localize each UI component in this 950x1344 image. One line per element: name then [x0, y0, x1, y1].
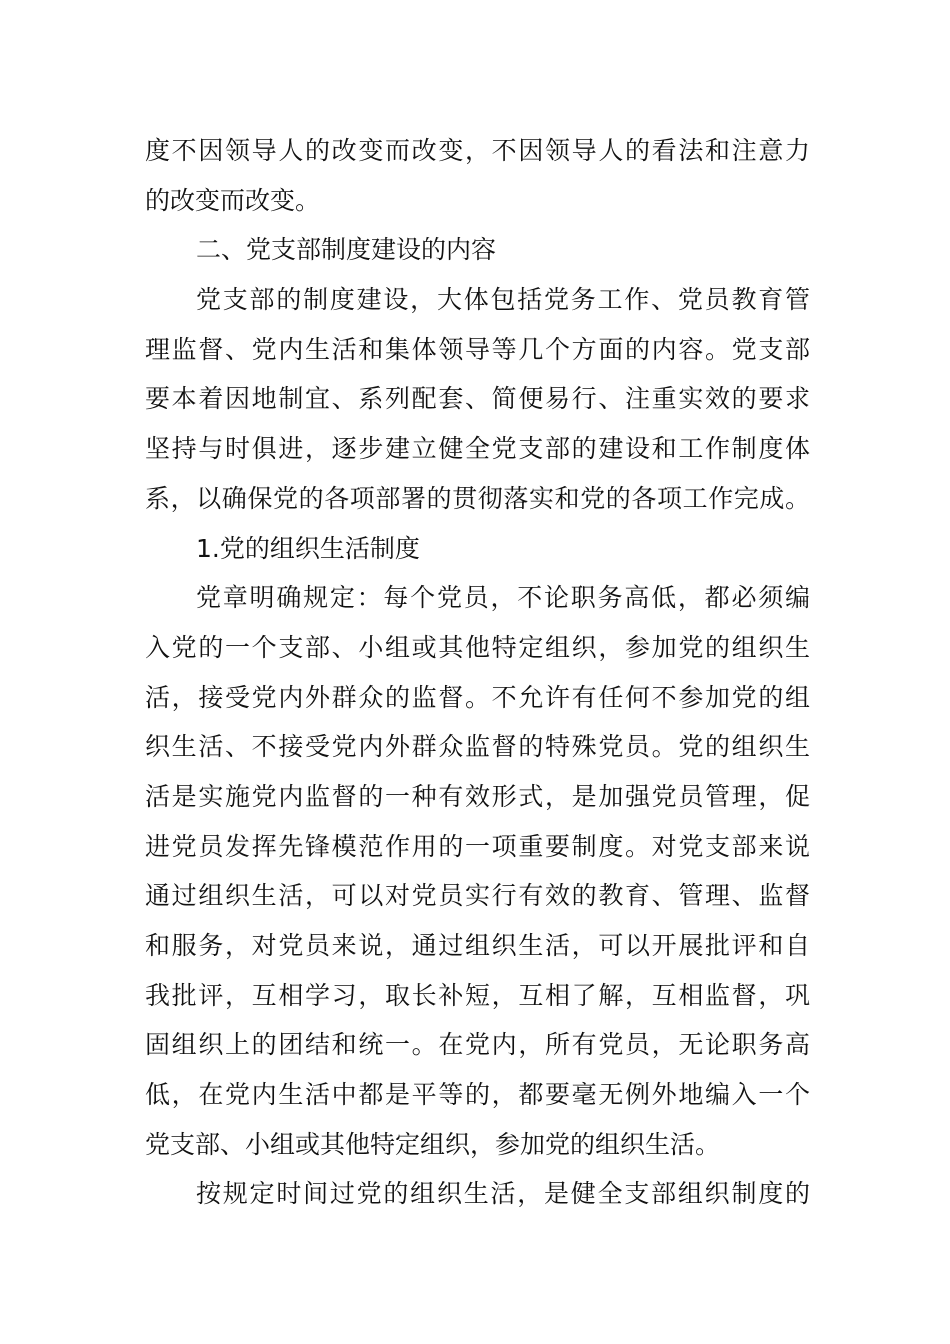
text-line: 党支部、小组或其他特定组织，参加党的组织生活。 [145, 1129, 721, 1159]
text-line: 我批评，互相学习，取长补短，互相了解，互相监督，巩 [145, 980, 810, 1010]
text-line: 系，以确保党的各项部署的贯彻落实和党的各项工作完成。 [145, 483, 810, 513]
subsection-heading: 1.党的组织生活制度 [196, 533, 420, 563]
text-line: 党章明确规定：每个党员，不论职务高低，都必须编 [196, 583, 810, 613]
text-line: 要本着因地制宜、系列配套、简便易行、注重实效的要求 [145, 384, 810, 414]
body-text [145, 126, 810, 1219]
text-line: 的改变而改变。 [145, 185, 321, 215]
text-line: 坚持与时俱进，逐步建立健全党支部的建设和工作制度体 [145, 434, 810, 464]
text-line: 和服务，对党员来说，通过组织生活，可以开展批评和自 [145, 931, 810, 960]
text-line: 度不因领导人的改变而改变，不因领导人的看法和注意力 [145, 136, 810, 165]
text-line: 党支部的制度建设，大体包括党务工作、党员教育管 [196, 285, 810, 315]
text-line: 低，在党内生活中都是平等的，都要毫无例外地编入一个 [145, 1080, 810, 1110]
text-line: 活是实施党内监督的一种有效形式，是加强党员管理，促 [145, 781, 810, 811]
text-line: 理监督、党内生活和集体领导等几个方面的内容。党支部 [145, 334, 810, 364]
text-line: 固组织上的团结和统一。在党内，所有党员，无论职务高 [145, 1030, 810, 1060]
text-line: 进党员发挥先锋模范作用的一项重要制度。对党支部来说 [145, 831, 810, 861]
text-line: 活，接受党内外群众的监督。不允许有任何不参加党的组 [145, 682, 810, 712]
text-line: 通过组织生活，可以对党员实行有效的教育、管理、监督 [145, 881, 810, 911]
text-line: 织生活、不接受党内外群众监督的特殊党员。党的组织生 [145, 732, 810, 762]
section-heading: 二、党支部制度建设的内容 [196, 235, 497, 265]
text-line: 入党的一个支部、小组或其他特定组织，参加党的组织生 [145, 632, 810, 662]
text-line: 按规定时间过党的组织生活，是健全支部组织制度的 [196, 1179, 810, 1209]
